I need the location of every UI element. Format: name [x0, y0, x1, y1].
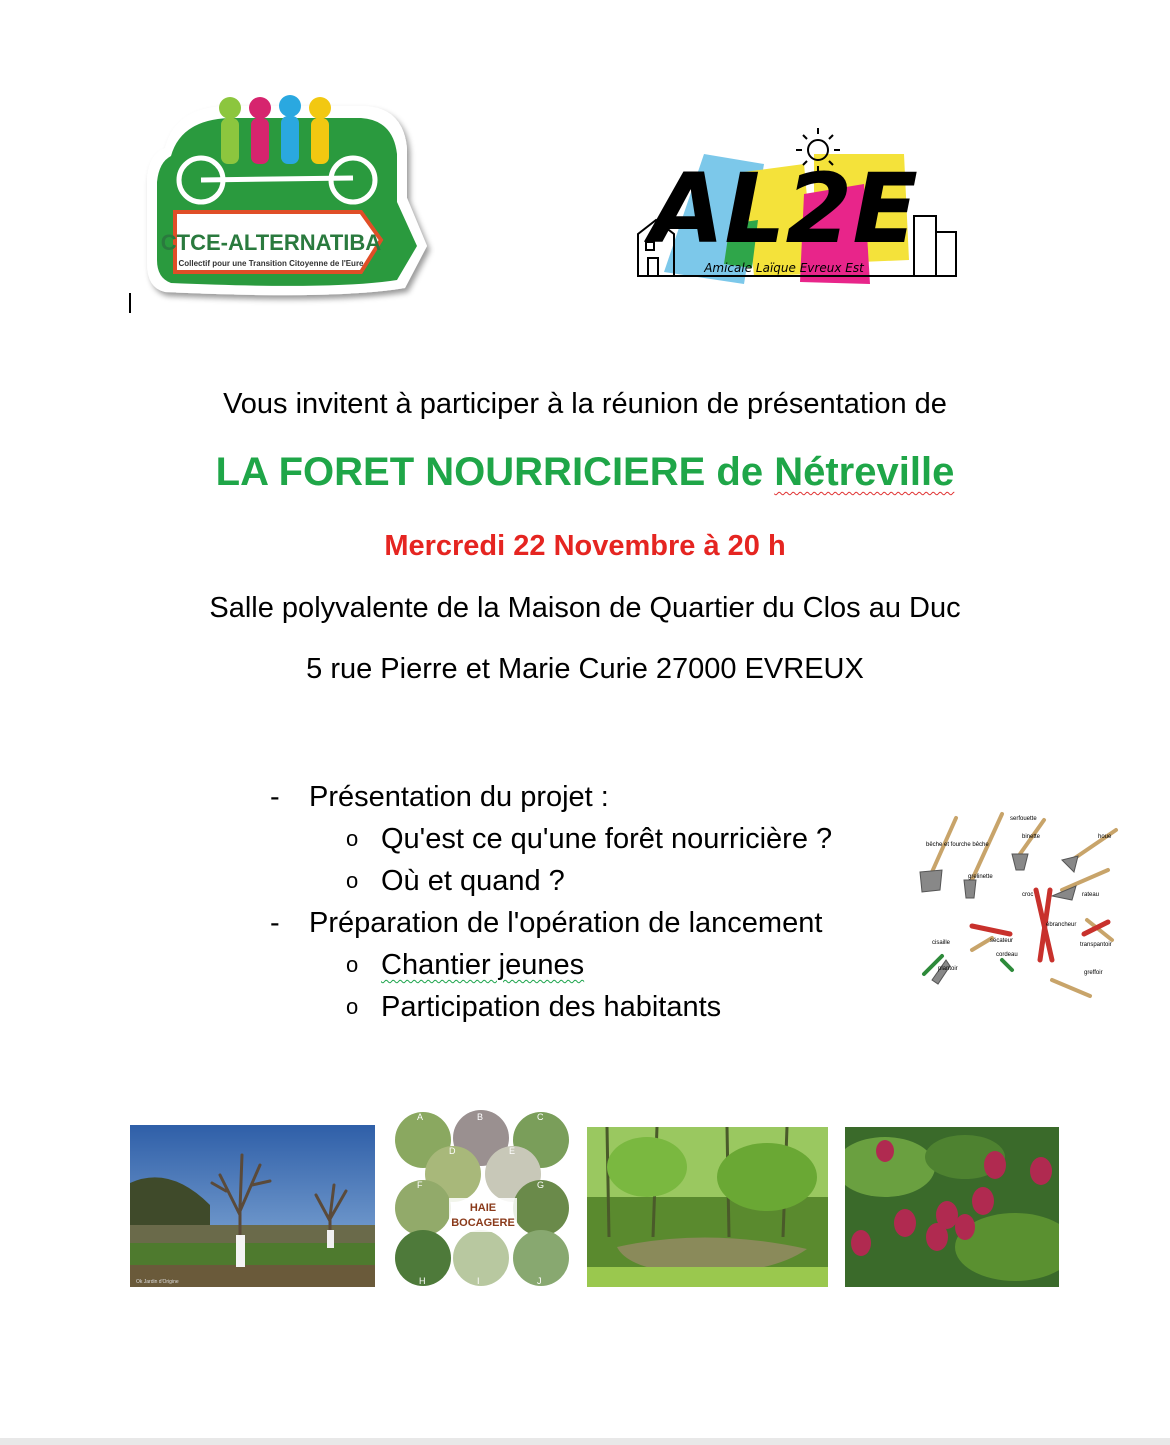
event-title-place: Nétreville [774, 450, 955, 494]
hedge-letter: J [537, 1276, 542, 1286]
agenda-item-label: Préparation de l'opération de lancement [309, 907, 823, 939]
ctce-logo-tagline: Collectif pour une Transition Citoyenne de l'Eure [178, 259, 364, 268]
tool-label: cisaille [932, 940, 951, 946]
hedge-title-line2: BOCAGERE [451, 1217, 515, 1229]
tool-label: bêche et fourche bêche [926, 842, 989, 848]
hedge-letter: H [419, 1276, 426, 1286]
tool-label: rateau [1082, 892, 1100, 898]
tool-label: sécateur [990, 938, 1014, 944]
event-title [0, 450, 1170, 495]
al2e-logo-tagline: Amicale Laïque Evreux Est [704, 261, 864, 275]
al2e-logo [634, 124, 960, 292]
hedge-letter: B [477, 1112, 484, 1122]
tool-label: serfouette [1010, 816, 1037, 822]
garden-tools-image [912, 810, 1126, 1000]
hedge-letter: E [509, 1146, 516, 1156]
event-address: 5 rue Pierre et Marie Curie 27000 EVREUX [306, 653, 864, 685]
circle-bullet: o [346, 994, 359, 1019]
tool-label: greffoir [1084, 970, 1103, 976]
agenda-item-label: Présentation du projet : [309, 781, 609, 813]
raspberries-photo [845, 1127, 1059, 1287]
circle-bullet: o [346, 952, 359, 977]
haie-bocagere-image [393, 1110, 573, 1290]
hedge-letter: I [477, 1276, 480, 1286]
event-title-main: LA FORET NOURRICIERE de [215, 450, 775, 494]
al2e-logo-name: AL2E [650, 153, 918, 265]
tool-label: binette [1022, 834, 1041, 840]
orchard-photo [130, 1125, 375, 1287]
tool-label: ébrancheur [1046, 922, 1077, 928]
tool-label: croc [1022, 892, 1034, 898]
invitation-intro: Vous invitent à participer à la réunion de présentation de [223, 388, 947, 420]
tool-label: transpantoir [1080, 942, 1112, 948]
agenda-subitem-label: Où et quand ? [381, 865, 565, 897]
agenda-subitem-label: Chantier jeunes [381, 949, 585, 981]
hedge-letter: A [417, 1112, 424, 1122]
hedge-letter: D [449, 1146, 456, 1156]
forest-pond-photo [587, 1127, 828, 1287]
orchard-photo-caption: Ok Jardin d'Origine [136, 1279, 179, 1285]
ctce-alternatiba-logo [135, 78, 435, 310]
tool-label: cordeau [996, 952, 1018, 958]
agenda-subitem-label: Participation des habitants [381, 991, 722, 1023]
agenda-subitem-label: Qu'est ce qu'une forêt nourricière ? [381, 823, 833, 855]
event-venue: Salle polyvalente de la Maison de Quartier du Clos au Duc [209, 592, 961, 624]
hedge-letter: F [417, 1180, 423, 1190]
circle-bullet: o [346, 868, 359, 893]
tool-label: houe [1098, 834, 1112, 840]
event-date: Mercredi 22 Novembre à 20 h [384, 530, 786, 562]
ctce-logo-name: CTCE-ALTERNATIBA [160, 230, 382, 255]
hedge-letter: G [537, 1180, 545, 1190]
dash-bullet: - [270, 781, 280, 813]
hedge-letter: C [537, 1112, 544, 1122]
hedge-title-line1: HAIE [469, 1202, 497, 1214]
circle-bullet: o [346, 826, 359, 851]
text-cursor [129, 293, 131, 313]
tool-label: plantoir [938, 966, 958, 972]
page-bottom-edge [0, 1438, 1170, 1445]
dash-bullet: - [270, 907, 280, 939]
tool-label: grelinette [968, 874, 993, 880]
